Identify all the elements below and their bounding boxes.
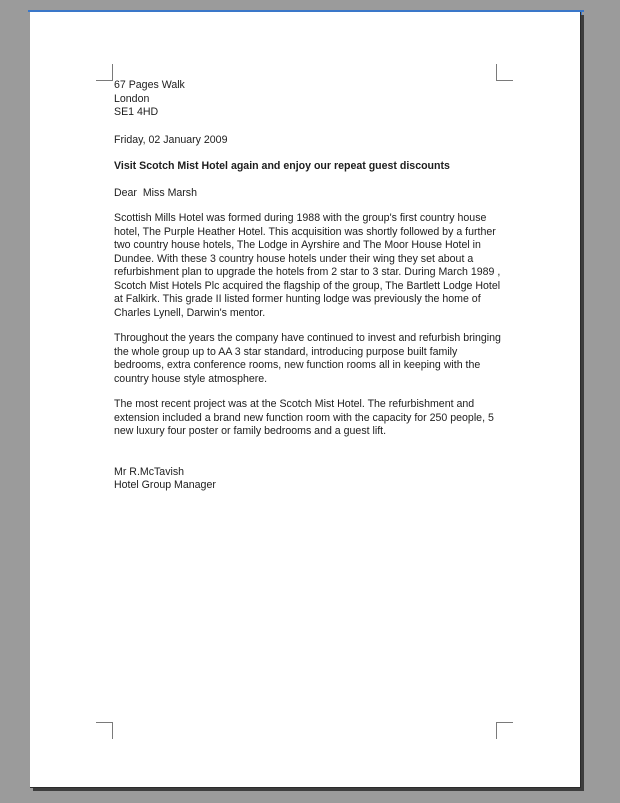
address-line-3: SE1 4HD — [114, 106, 159, 118]
body-paragraph-3: The most recent project was at the Scotch Mist Hotel. The refurbishment and extension included a brand new function room with the capacity for 250 people, 5 new luxury four poster or family bedrooms and a guest lift. — [114, 398, 494, 437]
letter-body[interactable] — [114, 79, 506, 493]
address-line-1: 67 Pages Walk — [114, 79, 185, 91]
letter-salutation: Dear Miss Marsh — [114, 186, 197, 199]
sender-address — [114, 79, 506, 120]
body-paragraph-1: Scottish Mills Hotel was formed during 1988 with the group's first country house hotel, The Purple Heather Hotel. This acquisition was shortly followed by a further two country house hotels, The Lodge in Ayrshire and The Moor House Hotel in Dundee. With these 3 country house hotels under their wing they set about a refurbishment plan to upgrade the hotels from 2 star to 3 star. During March 1989 , Scotch Mist Hotels Plc acquired the flagship of the group, The Bartlett Lodge Hotel at Falkirk. This grade II listed former hunting lodge was previously the home of Charles Lynell, Darwin's mentor. — [114, 212, 501, 319]
signature-name: Mr R.McTavish — [114, 465, 185, 478]
letter-subject: Visit Scotch Mist Hotel again and enjoy our repeat guest discounts — [114, 160, 450, 172]
margin-corner-top-left — [96, 64, 113, 81]
signature-title: Hotel Group Manager — [114, 479, 216, 491]
body-paragraph-2: Throughout the years the company have continued to invest and refurbish bringing the whole group up to AA 3 star standard, introducing purpose built family bedrooms, extra conference rooms, new function rooms all in keeping with the country house style atmosphere. — [114, 332, 501, 385]
margin-corner-bottom-right — [496, 722, 513, 739]
letter-date: Friday, 02 January 2009 — [114, 133, 228, 146]
address-line-2: London — [114, 92, 150, 105]
signature-block — [114, 466, 506, 493]
margin-corner-bottom-left — [96, 722, 113, 739]
